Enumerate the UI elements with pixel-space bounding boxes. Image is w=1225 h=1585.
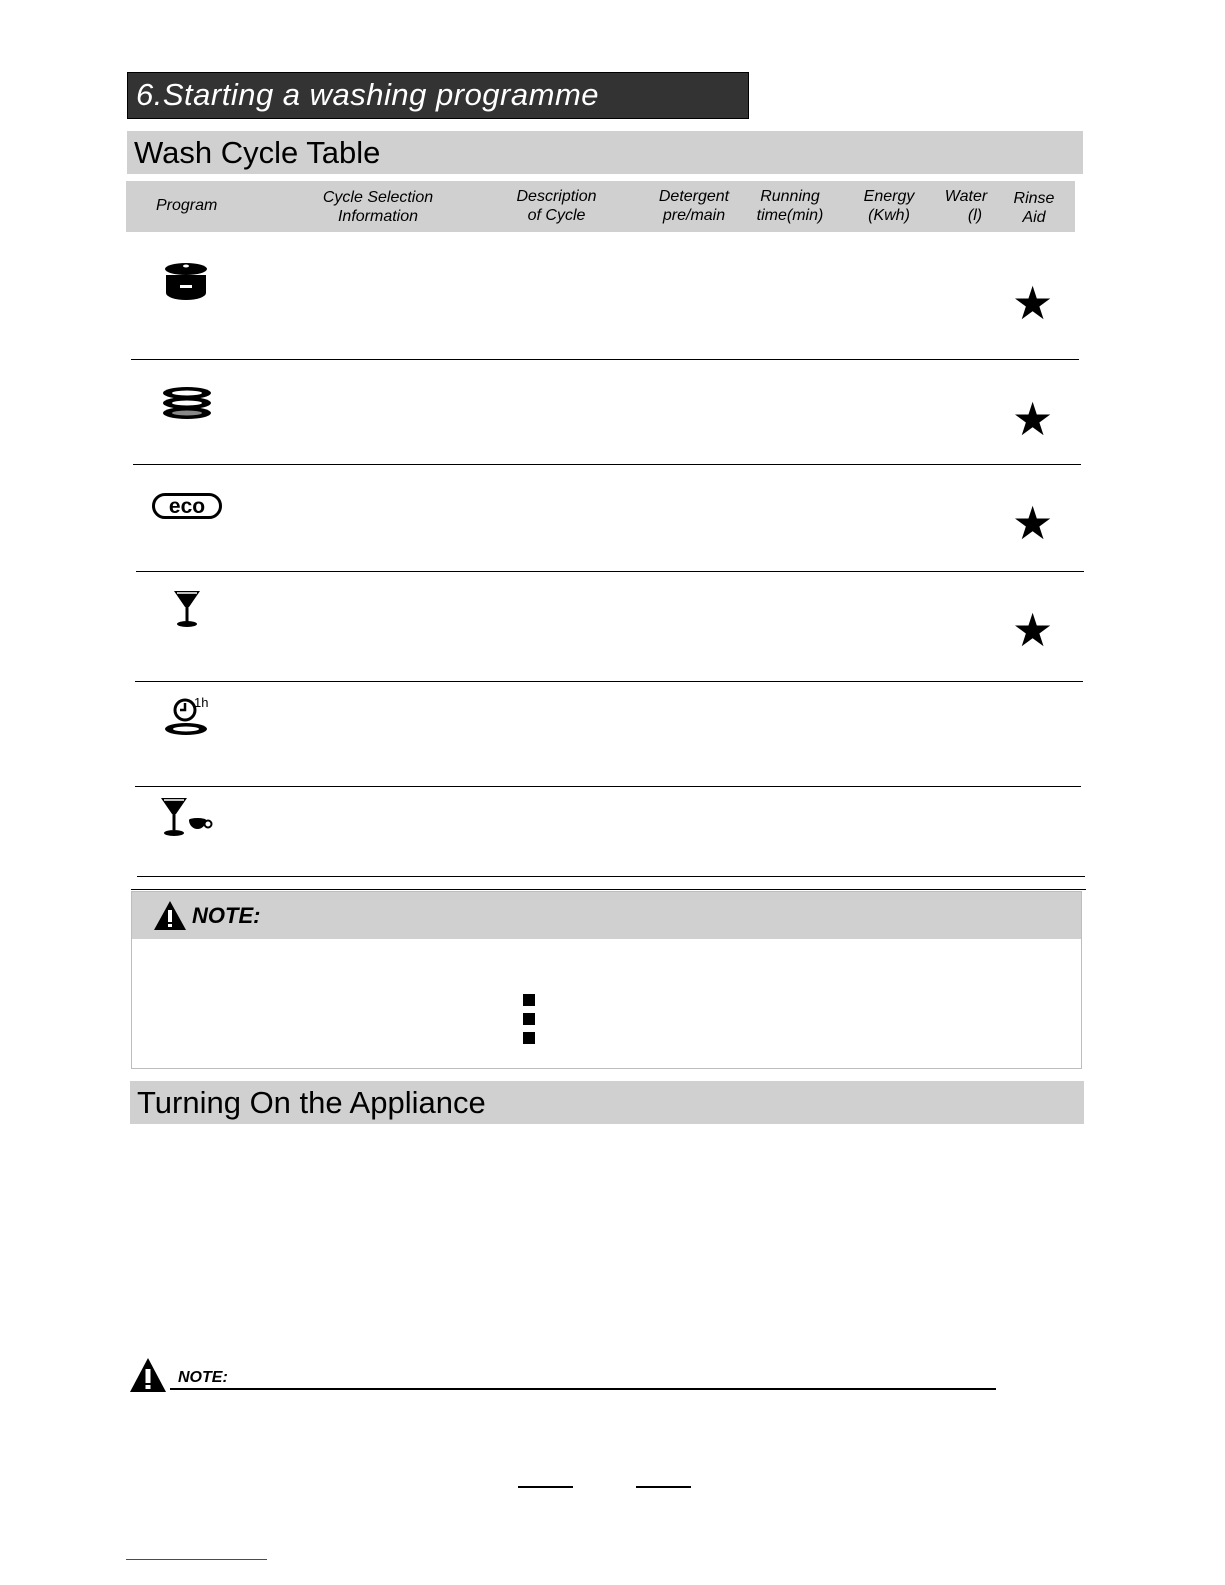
- bottom-note-rule: [170, 1388, 996, 1390]
- svg-text:eco: eco: [168, 495, 206, 518]
- rapid-glass-cup-icon: [160, 797, 216, 839]
- wash-cycle-table-title: Wash Cycle Table: [134, 135, 381, 170]
- rinse-aid-star: ★: [1012, 393, 1054, 445]
- footer-link-underline[interactable]: [126, 1559, 267, 1560]
- rinse-aid-star: ★: [1012, 277, 1054, 329]
- warning-icon: [153, 900, 187, 931]
- header-description: Description of Cycle: [516, 188, 597, 224]
- bottom-note-label: NOTE:: [178, 1369, 228, 1386]
- note-label: NOTE:: [192, 903, 261, 928]
- note-box-header: [132, 892, 1081, 939]
- table-row: [0, 232, 1225, 360]
- blank-underline: [518, 1486, 573, 1488]
- turning-on-heading-bar: [130, 1081, 1084, 1124]
- table-row: [0, 682, 1225, 786]
- table-row: [0, 465, 1225, 571]
- chapter-header-bar: [127, 72, 749, 119]
- table-row: [0, 360, 1225, 464]
- bullet-square: [523, 1013, 535, 1025]
- bullet-square: [523, 1032, 535, 1044]
- table-row: [0, 787, 1225, 875]
- header-program: Program: [156, 197, 218, 214]
- svg-text:1h: 1h: [194, 695, 209, 710]
- eco-icon: [152, 493, 222, 519]
- rinse-aid-star: ★: [1012, 497, 1054, 549]
- rinse-aid-star: ★: [1012, 604, 1054, 656]
- normal-plates-icon: [162, 386, 212, 424]
- header-water: Water (l): [944, 188, 988, 224]
- header-running-time: Running time(min): [756, 188, 824, 224]
- chapter-title: 6.Starting a washing programme: [136, 77, 600, 112]
- wash-cycle-table-header: [126, 181, 1075, 232]
- warning-icon: [129, 1357, 167, 1393]
- blank-underline: [636, 1486, 691, 1488]
- header-energy: Energy (Kwh): [863, 188, 915, 224]
- one-hour-icon: [164, 694, 216, 738]
- wash-cycle-table-heading-bar: [127, 131, 1083, 174]
- turning-on-title: Turning On the Appliance: [137, 1085, 486, 1120]
- header-detergent: Detergent pre/main: [658, 188, 730, 224]
- intensive-pot-icon: [163, 262, 209, 302]
- bullet-square: [523, 994, 535, 1006]
- note-box: [131, 891, 1082, 1069]
- header-cycle-selection: Cycle Selection Information: [322, 189, 434, 225]
- glass-icon: [173, 590, 201, 628]
- row-divider: [137, 876, 1085, 877]
- table-row: [0, 572, 1225, 681]
- header-rinse-aid: Rinse Aid: [1013, 190, 1055, 226]
- row-divider: [131, 889, 1086, 890]
